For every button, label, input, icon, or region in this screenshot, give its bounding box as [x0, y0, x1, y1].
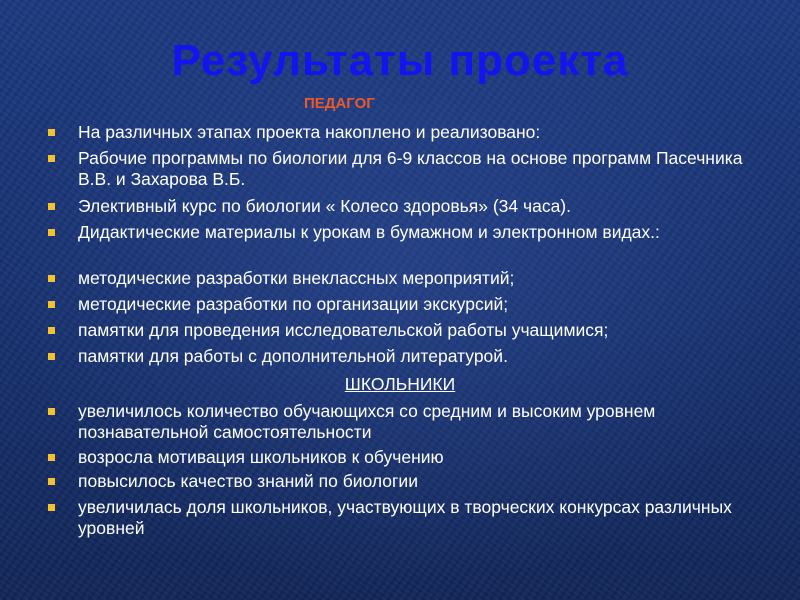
list-item-text: Элективный курс по биологии « Колесо здоровья» (34 часа). [78, 196, 571, 216]
bullet-icon [48, 203, 55, 210]
bullet-icon [48, 353, 55, 360]
list-item [78, 320, 778, 341]
teacher-section-label: ПЕДАГОГ [304, 95, 375, 112]
list-item-text: увеличилось количество обучающихся со средним и высоким уровнем познавательной самостоятельности [78, 401, 656, 442]
bullet-icon [48, 129, 55, 136]
list-item [78, 294, 778, 315]
list-item-text: возросла мотивация школьников к обучению [78, 447, 444, 467]
list-item-text: методические разработки по организации экскурсий; [78, 294, 509, 314]
list-item-text: методические разработки внеклассных мероприятий; [78, 268, 515, 288]
bullet-icon [48, 229, 55, 236]
bullet-icon [48, 478, 55, 485]
list-item [78, 122, 778, 143]
list-item [78, 196, 778, 217]
list-item [78, 148, 778, 190]
list-item [78, 447, 778, 468]
list-item-text: Дидактические материалы к урокам в бумажном и электронном видах.: [78, 222, 660, 242]
bullet-icon [48, 504, 55, 511]
list-item [78, 497, 778, 539]
bullet-icon [48, 301, 55, 308]
list-item-text: повысилось качество знаний по биологии [78, 471, 418, 491]
list-item-text: памятки для проведения исследовательской работы учащимися; [78, 320, 609, 340]
list-item [78, 471, 778, 492]
list-item [78, 222, 778, 243]
list-item-text: Рабочие программы по биологии для 6-9 классов на основе программ Пасечника В.В. и Захарова В.Б. [78, 148, 743, 189]
list-item [78, 268, 778, 289]
bullet-icon [48, 327, 55, 334]
students-section-label: ШКОЛЬНИКИ [344, 374, 456, 394]
slide-title: Результаты проекта [171, 36, 629, 85]
bullet-icon [48, 275, 55, 282]
bullet-icon [48, 408, 55, 415]
list-item [78, 346, 778, 367]
list-item-text: увеличилась доля школьников, участвующих в творческих конкурсах различных уровней [78, 497, 732, 538]
list-item [78, 401, 778, 443]
bullet-icon [48, 454, 55, 461]
bullet-icon [48, 155, 55, 162]
list-item-text: На различных этапах проекта накоплено и реализовано: [78, 122, 541, 142]
list-item-text: памятки для работы с дополнительной литературой. [78, 346, 508, 366]
